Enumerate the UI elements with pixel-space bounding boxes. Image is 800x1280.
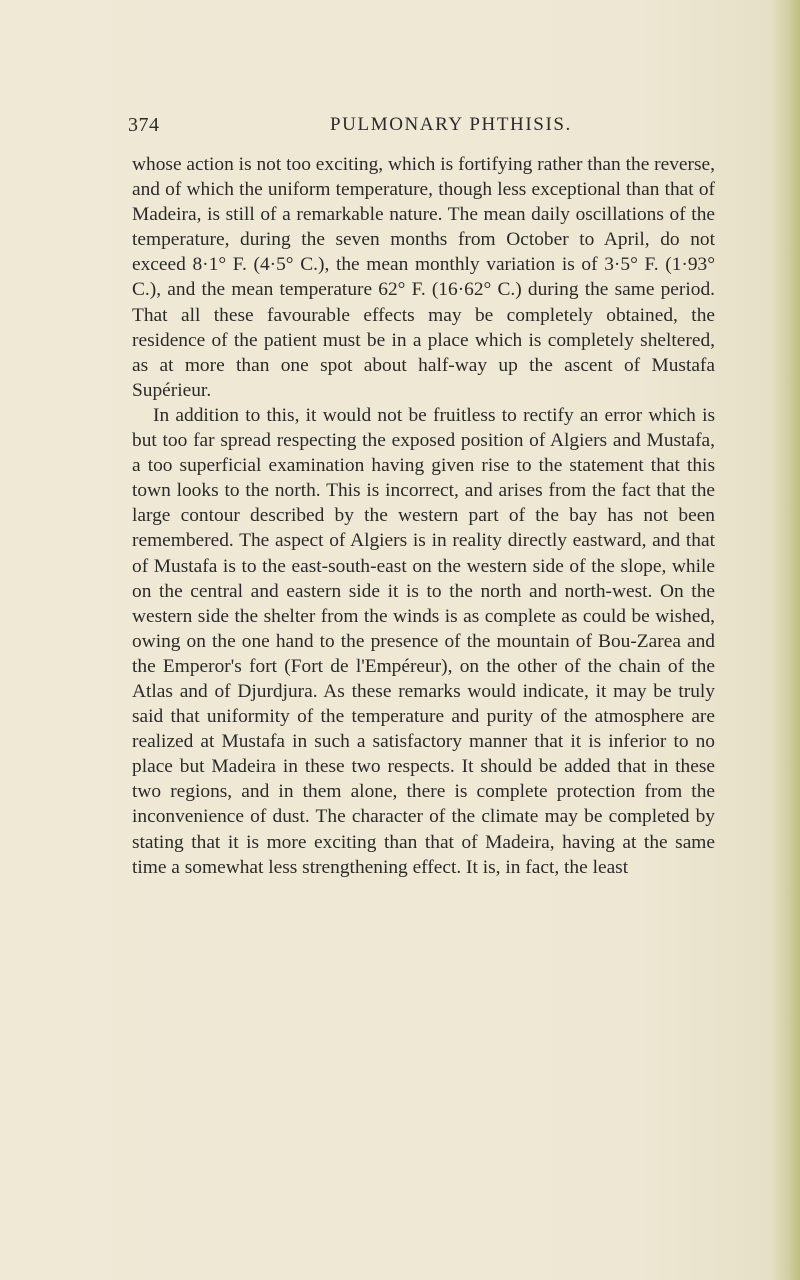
page-header bbox=[128, 114, 711, 144]
page-number: 374 bbox=[128, 114, 160, 136]
page-edge-shadow bbox=[772, 0, 800, 1280]
body-text bbox=[132, 152, 715, 880]
paragraph-2: In addition to this, it would not be fruitless to rectify an error which is but too far spread respecting the exposed position of Algiers and Mustafa, a too superficial examination having given rise to the statement that this town looks to the north. This is incorrect, and arises from the fact that the large contour described by the western part of the bay has not been remembered. The aspect of Algiers is in reality directly eastward, and that of Mustafa is to the east-south-east on the western side of the slope, while on the central and eastern side it is to the north and north-west. On the western side the shelter from the winds is as complete as could be wished, owing on the one hand to the presence of the mountain of Bou-Zarea and the Emperor's fort (Fort de l'Empéreur), on the other of the chain of the Atlas and of Djurdjura. As these remarks would indicate, it may be truly said that uniformity of the temperature and purity of the atmosphere are realized at Mustafa in such a satisfactory manner that it is inferior to no place but Madeira in these two respects. It should be added that in these two regions, and in them alone, there is complete protection from the inconvenience of dust. The character of the climate may be completed by stating that it is more exciting than that of Madeira, having at the same time a somewhat less strengthening effect. It is, in fact, the least bbox=[132, 404, 715, 878]
paragraph-1: whose action is not too exciting, which is fortifying rather than the reverse, and of which the uniform temperature, though less exceptional than that of Madeira, is still of a remarkable nature. The mean daily oscillations of the temperature, during the seven months from October to April, do not exceed 8·1° F. (4·5° C.), the mean monthly variation is of 3·5° F. (1·93° C.), and the mean temperature 62° F. (16·62° C.) during the same period. That all these favourable effects may be completely obtained, the residence of the patient must be in a place which is completely sheltered, as at more than one spot about half-way up the ascent of Mustafa Supérieur. bbox=[132, 154, 715, 401]
running-head: PULMONARY PHTHISIS. bbox=[330, 114, 572, 135]
